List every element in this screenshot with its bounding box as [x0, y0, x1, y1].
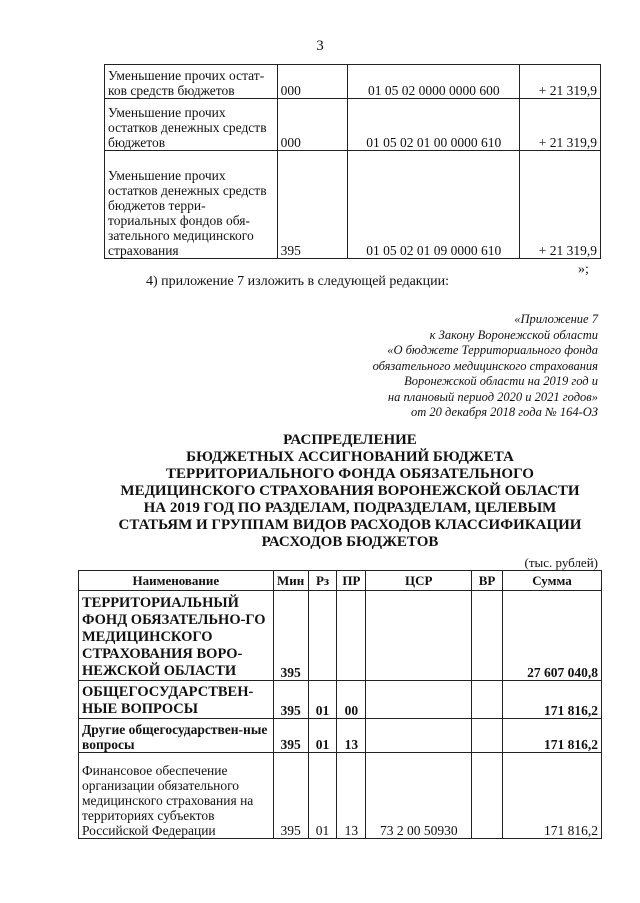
appendix-line: Воронежской области на 2019 год и — [404, 374, 598, 388]
row-name: ОБЩЕГОСУДАРСТВЕН-НЫЕ ВОПРОСЫ — [79, 681, 274, 719]
row-rz: 01 — [308, 753, 337, 839]
header-pr: ПР — [337, 571, 366, 591]
header-name: Наименование — [79, 571, 274, 591]
row-sum: 171 816,2 — [502, 719, 601, 753]
units-label: (тыс. рублей) — [524, 555, 598, 570]
row-rz: 01 — [308, 719, 337, 753]
row-sum: 171 816,2 — [502, 681, 601, 719]
row-classification-code: 01 05 02 0000 0000 600 — [348, 65, 520, 99]
appendix-line: «О бюджете Территориального фонда — [387, 343, 598, 357]
table-row — [79, 719, 602, 753]
row-csr: 73 2 00 50930 — [366, 753, 472, 839]
row-min: 395 — [273, 681, 308, 719]
row-name: Уменьшение прочих остатков денежных средств бюджетов — [105, 99, 278, 151]
document-heading — [100, 432, 600, 551]
appendix-line: «Приложение 7 — [514, 312, 598, 326]
row-csr — [366, 719, 472, 753]
closing-quote: »; — [578, 262, 589, 277]
row-admin-code: 000 — [277, 99, 348, 151]
row-name: Финансовое обеспечение организации обязательного медицинского страхования на территориях субъектов Российской Федерации — [79, 753, 274, 839]
row-vr — [472, 681, 503, 719]
heading-line: РАСХОДОВ БЮДЖЕТОВ — [261, 534, 439, 550]
row-name: Уменьшение прочих остатков денежных средств бюджетов терри-ториальных фондов обя-зательного медицинского страхования — [105, 151, 278, 259]
row-name: ТЕРРИТОРИАЛЬНЫЙ ФОНД ОБЯЗАТЕЛЬНО-ГО МЕДИЦИНСКОГО СТРАХОВАНИЯ ВОРО-НЕЖСКОЙ ОБЛАСТИ — [79, 591, 274, 681]
row-pr: 13 — [337, 753, 366, 839]
row-admin-code: 395 — [277, 151, 348, 259]
table-row — [105, 151, 601, 259]
header-vr: ВР — [472, 571, 503, 591]
row-rz — [308, 591, 337, 681]
row-sum: 171 816,2 — [502, 753, 601, 839]
row-classification-code: 01 05 02 01 00 0000 610 — [348, 99, 520, 151]
row-sum: 27 607 040,8 — [502, 591, 601, 681]
header-min: Мин — [273, 571, 308, 591]
appendix-note — [298, 312, 598, 421]
row-name: Уменьшение прочих остат-ков средств бюджетов — [105, 65, 278, 99]
row-vr — [472, 719, 503, 753]
row-pr: 13 — [337, 719, 366, 753]
instruction-text: 4) приложение 7 изложить в следующей редакции: — [146, 274, 449, 289]
source-financing-table — [104, 64, 601, 259]
appendix-line: к Закону Воронежской области — [429, 327, 598, 342]
row-min: 395 — [273, 591, 308, 681]
row-name: Другие общегосударствен-ные вопросы — [79, 719, 274, 753]
row-rz: 01 — [308, 681, 337, 719]
table-row — [79, 591, 602, 681]
appendix-line: на плановый период 2020 и 2021 годов» — [387, 389, 598, 404]
appendix-line: от 20 декабря 2018 года № 164-ОЗ — [411, 405, 598, 419]
row-vr — [472, 591, 503, 681]
row-amount: + 21 319,9 — [520, 99, 601, 151]
heading-line: МЕДИЦИНСКОГО СТРАХОВАНИЯ ВОРОНЕЖСКОЙ ОБЛАСТИ — [120, 483, 580, 499]
row-pr — [337, 591, 366, 681]
row-amount: + 21 319,9 — [520, 151, 601, 259]
table-header-row — [79, 571, 602, 591]
budget-allocation-table — [78, 570, 602, 839]
row-min: 395 — [273, 753, 308, 839]
heading-line: БЮДЖЕТНЫХ АССИГНОВАНИЙ БЮДЖЕТА — [186, 449, 514, 465]
row-csr — [366, 681, 472, 719]
header-rz: Рз — [308, 571, 337, 591]
table-row — [79, 753, 602, 839]
row-amount: + 21 319,9 — [520, 65, 601, 99]
row-vr — [472, 753, 503, 839]
header-sum: Сумма — [502, 571, 601, 591]
heading-line: ТЕРРИТОРИАЛЬНОГО ФОНДА ОБЯЗАТЕЛЬНОГО — [166, 466, 534, 482]
row-min: 395 — [273, 719, 308, 753]
heading-line: СТАТЬЯМ И ГРУППАМ ВИДОВ РАСХОДОВ КЛАССИФИКАЦИИ — [118, 517, 582, 533]
row-pr: 00 — [337, 681, 366, 719]
table-row — [79, 681, 602, 719]
row-csr — [366, 591, 472, 681]
appendix-line: обязательного медицинского страхования — [372, 358, 598, 373]
table-row — [105, 65, 601, 99]
table-row — [105, 99, 601, 151]
page-number: 3 — [316, 38, 324, 54]
header-csr: ЦСР — [366, 571, 472, 591]
row-admin-code: 000 — [277, 65, 348, 99]
heading-line: РАСПРЕДЕЛЕНИЕ — [283, 432, 417, 448]
heading-line: НА 2019 ГОД ПО РАЗДЕЛАМ, ПОДРАЗДЕЛАМ, ЦЕЛЕВЫМ — [143, 500, 557, 516]
row-classification-code: 01 05 02 01 09 0000 610 — [348, 151, 520, 259]
